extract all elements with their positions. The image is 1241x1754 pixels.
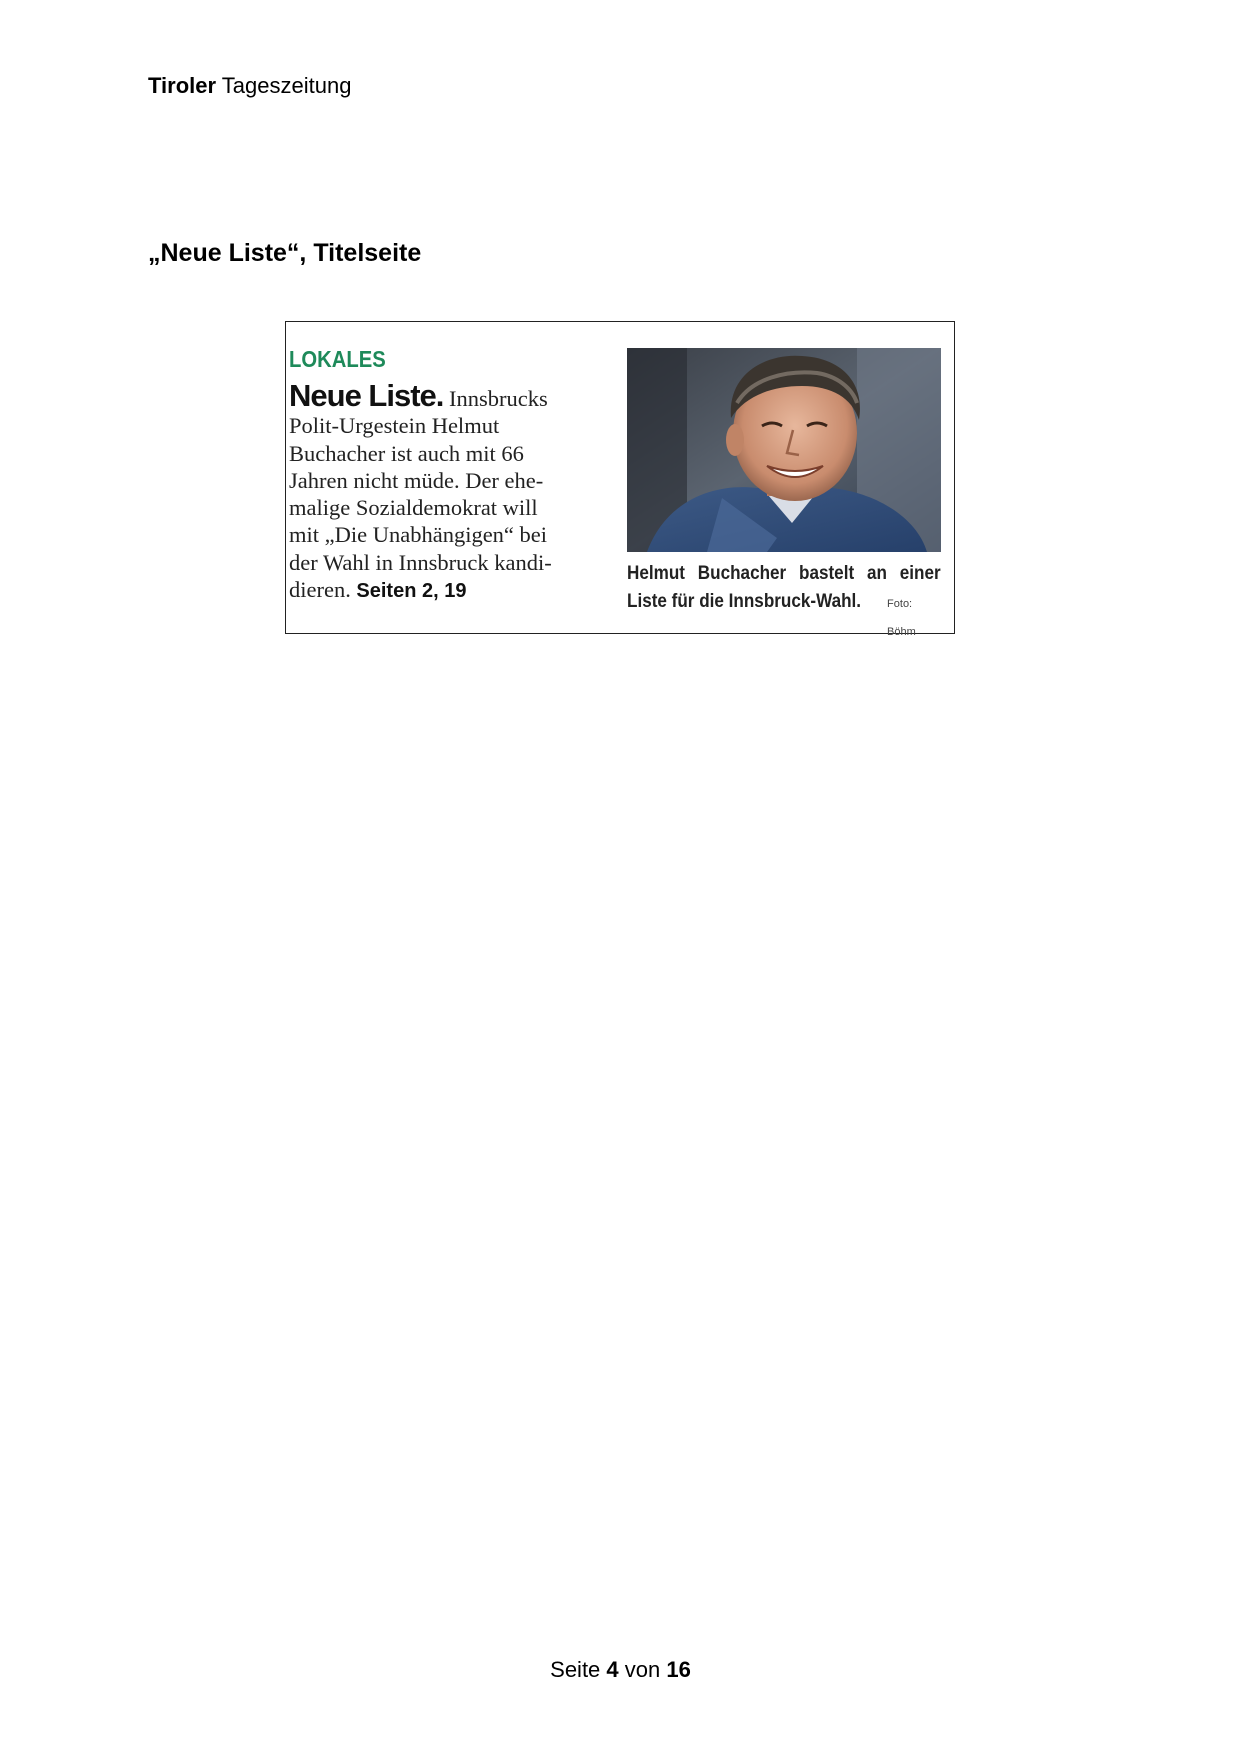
teaser-line-3: Buchacher ist auch mit 66	[289, 440, 524, 466]
page-header	[148, 73, 351, 99]
footer-middle: von	[618, 1657, 667, 1682]
teaser-line-7: der Wahl in Innsbruck kandi-	[289, 549, 552, 575]
caption-word: Helmut	[627, 563, 685, 584]
teaser-paragraph	[289, 378, 604, 605]
header-brand-bold: Tiroler	[148, 73, 217, 98]
clipping-text-column	[289, 346, 604, 605]
current-page-number: 4	[606, 1657, 619, 1682]
caption-word: Buchacher	[697, 563, 787, 584]
teaser-line	[289, 378, 604, 413]
photo-caption	[627, 560, 941, 646]
teaser-line-1-rest: Innsbrucks	[443, 386, 548, 411]
caption-word: einer	[899, 563, 941, 584]
page-footer	[0, 1657, 1241, 1683]
document-title: „Neue Liste“, Titelseite	[148, 239, 422, 267]
caption-word: an	[866, 563, 887, 584]
total-page-count: 16	[666, 1657, 691, 1682]
teaser-line-4: Jahren nicht müde. Der ehe-	[289, 467, 544, 493]
header-brand-rest: Tageszeitung	[216, 73, 352, 98]
teaser-line-6: mit „Die Unabhängigen“ bei	[289, 522, 548, 548]
teaser-lead: Neue Liste.	[289, 378, 444, 413]
page-reference: Seiten 2, 19	[350, 580, 467, 603]
teaser-line-5: malige Sozialdemokrat will	[289, 495, 538, 521]
teaser-line-8: dieren.	[289, 577, 351, 603]
teaser-line-2: Polit-Urgestein Helmut	[289, 413, 500, 439]
section-label: LOKALES	[289, 346, 386, 372]
caption-line-2-text: Liste für die Innsbruck-Wahl.	[627, 591, 862, 612]
teaser-line	[289, 576, 604, 605]
photo-credit: Foto: Böhm	[887, 598, 916, 638]
portrait-photo-illustration	[627, 348, 941, 552]
caption-line-1	[627, 560, 941, 588]
newspaper-clipping	[285, 321, 955, 638]
portrait-photo	[627, 348, 941, 552]
footer-prefix: Seite	[550, 1657, 607, 1682]
caption-word: bastelt	[799, 563, 855, 584]
caption-line-2	[627, 588, 941, 646]
